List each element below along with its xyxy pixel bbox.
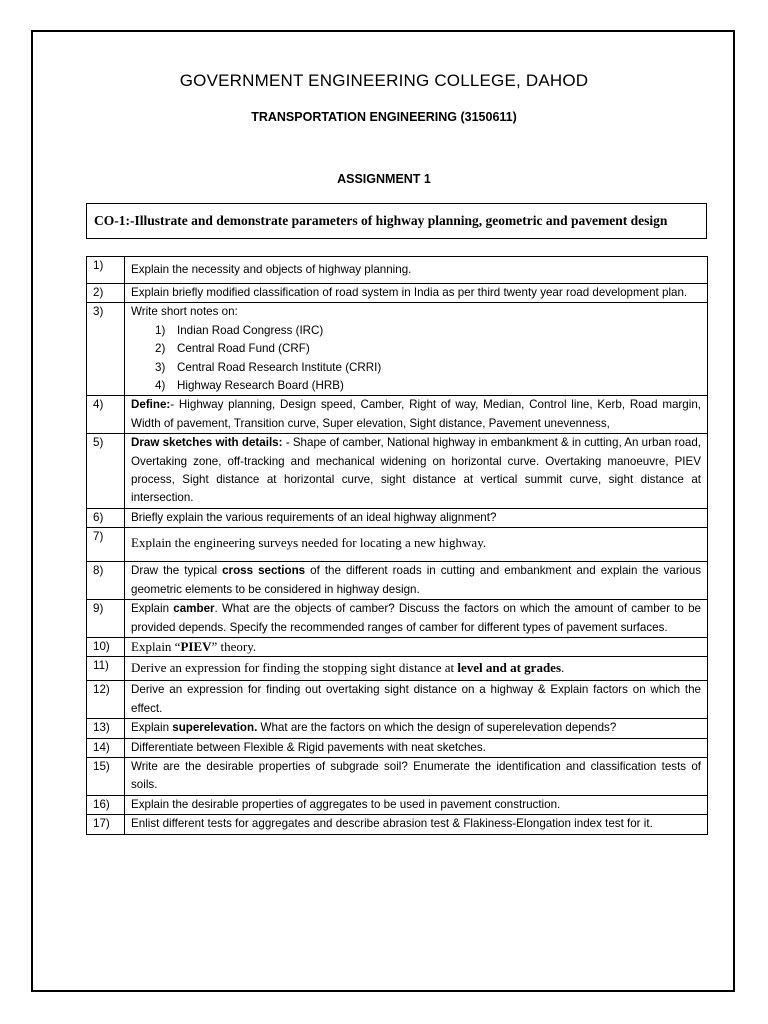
question-number: 11) bbox=[87, 657, 125, 681]
question-text: Explain the necessity and objects of highway planning. bbox=[125, 257, 708, 284]
question-text: Explain briefly modified classification of road system in India as per third twenty year road development plan. bbox=[125, 284, 708, 303]
question-text: Explain camber. What are the objects of camber? Discuss the factors on which the amount of camber to be provided depends. Specify the recommended ranges of camber for different types of pavement surfaces. bbox=[125, 600, 708, 638]
table-row bbox=[87, 257, 708, 284]
table-row bbox=[87, 396, 708, 434]
table-row bbox=[87, 637, 708, 656]
question-text: Define:- Highway planning, Design speed, Camber, Right of way, Median, Control line, Kerb, Road margin, Width of pavement, Transition curve, Super elevation, Sight distance, Pavement unevenness, bbox=[125, 396, 708, 434]
question-number: 10) bbox=[87, 637, 125, 656]
question-number: 1) bbox=[87, 257, 125, 284]
question-number: 16) bbox=[87, 795, 125, 814]
question-text: Write short notes on: 1) Indian Road Congress (IRC) 2) Central Road Fund (CRF) 3) Central Road Research Institute (CRRI) 4) Highway Research Board (HRB) bbox=[125, 303, 708, 396]
question-text: Draw the typical cross sections of the different roads in cutting and embankment and explain the various geometric elements to be considered in highway design. bbox=[125, 562, 708, 600]
question-text: Derive an expression for finding the stopping sight distance at level and at grades. bbox=[125, 657, 708, 681]
question-text: Explain superelevation. What are the factors on which the design of superelevation depends? bbox=[125, 719, 708, 738]
assignment-title: ASSIGNMENT 1 bbox=[337, 172, 431, 186]
question-number: 13) bbox=[87, 719, 125, 738]
table-row bbox=[87, 738, 708, 757]
question-text: Differentiate between Flexible & Rigid pavements with neat sketches. bbox=[125, 738, 708, 757]
question-number: 5) bbox=[87, 434, 125, 509]
question-text: Derive an expression for finding out overtaking sight distance on a highway & Explain factors on which the effect. bbox=[125, 681, 708, 719]
table-row bbox=[87, 434, 708, 509]
question-number: 8) bbox=[87, 562, 125, 600]
table-row bbox=[87, 719, 708, 738]
question-number: 2) bbox=[87, 284, 125, 303]
course-outcome-text: CO-1:-Illustrate and demonstrate parameters of highway planning, geometric and pavement design bbox=[94, 213, 668, 228]
question-text: Briefly explain the various requirements of an ideal highway alignment? bbox=[125, 508, 708, 527]
table-row bbox=[87, 795, 708, 814]
questions-table bbox=[86, 256, 708, 835]
question-text: Explain the desirable properties of aggregates to be used in pavement construction. bbox=[125, 795, 708, 814]
question-number: 17) bbox=[87, 815, 125, 834]
course-outcome-box bbox=[86, 203, 707, 239]
table-row bbox=[87, 657, 708, 681]
table-row bbox=[87, 528, 708, 562]
question-number: 12) bbox=[87, 681, 125, 719]
table-row bbox=[87, 815, 708, 834]
list-item: 1) Indian Road Congress (IRC) bbox=[155, 323, 324, 337]
question-text: Enlist different tests for aggregates and describe abrasion test & Flakiness-Elongation index test for it. bbox=[125, 815, 708, 834]
table-row bbox=[87, 562, 708, 600]
table-row bbox=[87, 284, 708, 303]
question-number: 9) bbox=[87, 600, 125, 638]
question-number: 15) bbox=[87, 757, 125, 795]
list-item: 2) Central Road Fund (CRF) bbox=[155, 342, 310, 356]
table-row bbox=[87, 681, 708, 719]
question-text: Draw sketches with details: - Shape of camber, National highway in embankment & in cutting, An urban road, Overtaking zone, off-tracking and mechanical widening on horizontal curve. Overtaking manoeuvre, PIEV process, Sight distance at horizontal curve, sight distance at vertical summit curve, sight distance at intersection. bbox=[125, 434, 708, 509]
subject-title: TRANSPORTATION ENGINEERING (3150611) bbox=[251, 110, 517, 124]
sub-list bbox=[131, 322, 701, 396]
question-number: 6) bbox=[87, 508, 125, 527]
table-row bbox=[87, 600, 708, 638]
list-item: 3) Central Road Research Institute (CRRI) bbox=[155, 360, 382, 374]
question-number: 14) bbox=[87, 738, 125, 757]
list-item: 4) Highway Research Board (HRB) bbox=[155, 379, 344, 393]
table-row bbox=[87, 508, 708, 527]
question-text: Explain “PIEV” theory. bbox=[125, 637, 708, 656]
table-row bbox=[87, 303, 708, 396]
college-title: GOVERNMENT ENGINEERING COLLEGE, DAHOD bbox=[179, 71, 589, 90]
question-number: 7) bbox=[87, 528, 125, 562]
table-row bbox=[87, 757, 708, 795]
question-number: 4) bbox=[87, 396, 125, 434]
question-text: Write are the desirable properties of subgrade soil? Enumerate the identification and classification tests of soils. bbox=[125, 757, 708, 795]
question-text: Explain the engineering surveys needed for locating a new highway. bbox=[125, 528, 708, 562]
question-number: 3) bbox=[87, 303, 125, 396]
